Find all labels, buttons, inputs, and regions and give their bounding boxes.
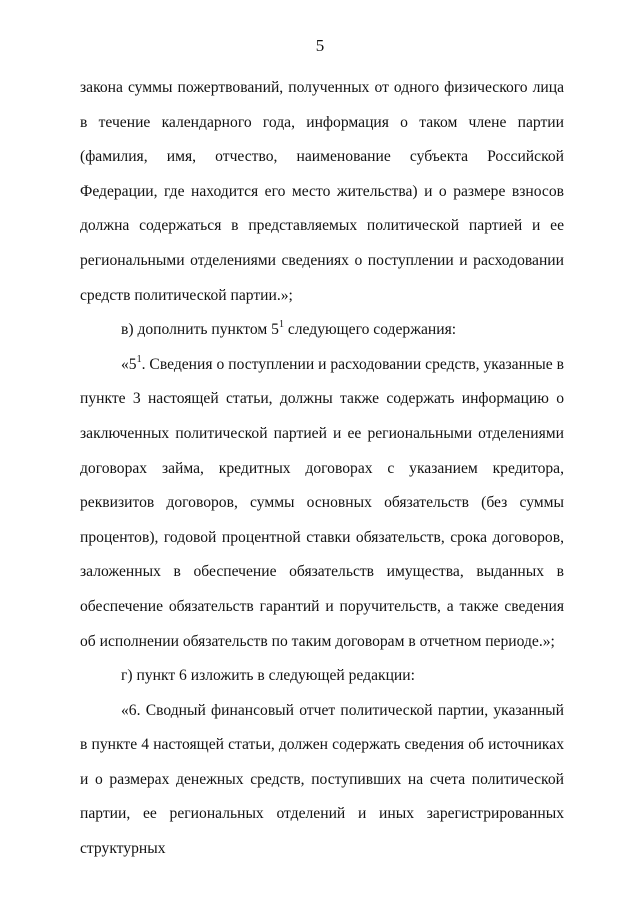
- paragraph-item-v: [80, 313, 564, 348]
- page-number: 5: [315, 36, 325, 55]
- document-body: [80, 71, 564, 867]
- paragraph-point-5-1-text: . Сведения о поступлении и расходовании средств, указанные в пункте 3 настоящей статьи, должны также содержать информацию о заключенных политической партией и ее региональными отделениями договорах займа, кредитных договорах с указанием кредитора, реквизитов договоров, суммы основных обязательств (без суммы процентов), годовой процентной ставки обязательств, срока договоров, заложенных в обеспечение обязательств имущества, выданных в обеспечение обязательств гарантий и поручительств, а также сведения об исполнении обязательств по таким договорам в отчетном периоде.»;: [80, 355, 564, 650]
- paragraph-point-5-1-start: «5: [121, 355, 137, 373]
- paragraph-point-5-1: [80, 348, 564, 659]
- paragraph-item-v-text: в) дополнить пунктом 5: [121, 321, 279, 339]
- superscript-index: 1: [136, 353, 142, 365]
- paragraph-item-v-text-end: следующего содержания:: [283, 321, 457, 339]
- paragraph-continuation: закона суммы пожертвований, полученных от одного физического лица в течение календарного года, информация о таком члене партии (фамилия, имя, отчество, наименование субъекта Российской Федерации, где находится его место жительства) и о размере взносов должна содержаться в представляемых политической партией и ее региональными отделениями сведениях о поступлении и расходовании средств политической партии.»;: [80, 79, 564, 304]
- superscript-index: 1: [278, 319, 284, 331]
- paragraph-point-6: «6. Сводный финансовый отчет политической партии, указанный в пункте 4 настоящей статьи, должен содержать сведения об источниках и о размерах денежных средств, поступивших на счета политической партии, ее региональных отделений и иных зарегистрированных структурных: [80, 701, 564, 858]
- paragraph-item-g: г) пункт 6 изложить в следующей редакции:: [121, 667, 415, 685]
